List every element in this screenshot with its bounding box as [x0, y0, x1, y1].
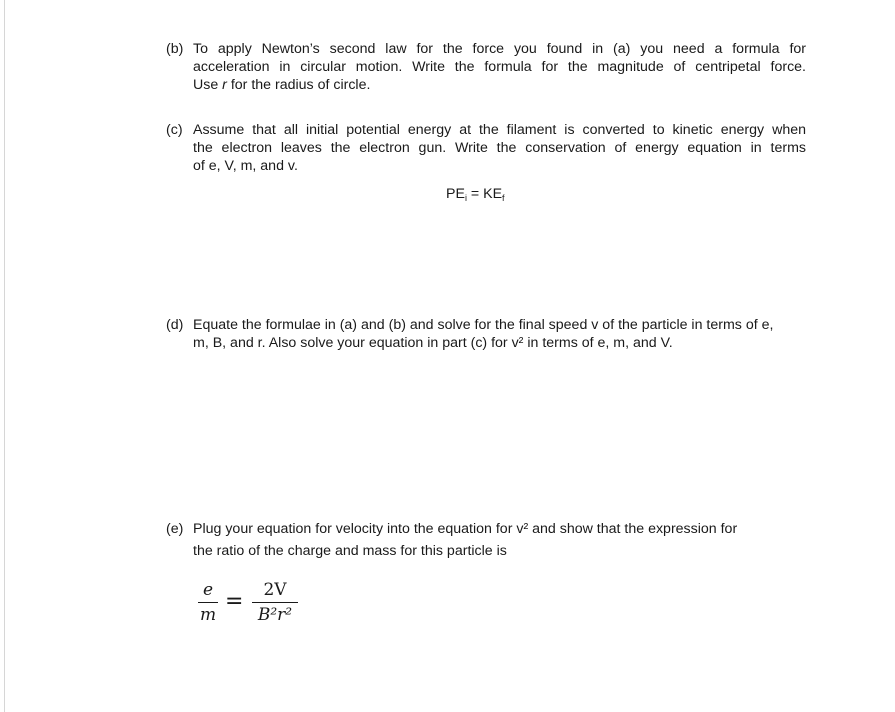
question-b-label: (b): [166, 41, 184, 57]
equation-c-left: PE: [446, 186, 465, 202]
question-b-line-1: To apply Newton’s second law for the force you found in (a) you need a formula for: [193, 41, 806, 57]
left-denominator: m: [199, 605, 217, 626]
left-fraction: [198, 580, 218, 625]
question-c-line-3: of e, V, m, and v.: [193, 158, 298, 174]
right-fraction: [252, 580, 298, 625]
equation-c-right-sub: f: [502, 193, 505, 203]
right-numerator: 2V: [263, 580, 287, 600]
question-e-line-1: Plug your equation for velocity into the equation for v² and show that the expression for: [193, 521, 738, 537]
right-denominator: B²r²: [257, 605, 293, 626]
charge-mass-ratio-equation: [198, 580, 318, 630]
question-d-label: (d): [166, 317, 184, 333]
equals-sign: =: [225, 589, 244, 614]
question-b-text: [193, 40, 806, 94]
question-d: [166, 316, 806, 352]
question-b-line-2: acceleration in circular motion. Write the formula for the magnitude of centripetal force.: [193, 59, 806, 75]
question-d-line-2: m, B, and r. Also solve your equation in part (c) for v² in terms of e, m, and V.: [193, 335, 673, 351]
question-e-text: [193, 518, 806, 562]
right-fraction-bar: [252, 602, 298, 603]
question-b-line-3-start: Use: [193, 77, 223, 93]
question-c-line-2: the electron leaves the electron gun. Write the conservation of energy equation in terms: [193, 140, 806, 156]
question-d-line-1: Equate the formulae in (a) and (b) and solve for the final speed v of the particle in terms of e,: [193, 317, 774, 333]
question-d-text: [193, 316, 806, 352]
radius-symbol: r: [222, 77, 227, 93]
question-c: [166, 121, 806, 175]
question-c-line-1: Assume that all initial potential energy at the filament is converted to kinetic energy when: [193, 122, 806, 138]
equation-c-left-sub: i: [464, 193, 467, 203]
question-c-text: [193, 121, 806, 175]
left-numerator: e: [202, 580, 214, 600]
energy-conservation-equation: [446, 185, 505, 204]
question-b: [166, 40, 806, 94]
question-e: [166, 518, 806, 562]
question-e-label: (e): [166, 521, 184, 537]
question-b-line-3: [193, 76, 806, 94]
question-c-label: (c): [166, 122, 183, 138]
question-b-line-3-end: for the radius of circle.: [226, 77, 371, 93]
left-fraction-bar: [198, 602, 218, 603]
question-e-line-2: the ratio of the charge and mass for this particle is: [193, 543, 507, 559]
page-left-edge: [4, 0, 5, 712]
equation-c-middle: = KE: [466, 186, 503, 202]
